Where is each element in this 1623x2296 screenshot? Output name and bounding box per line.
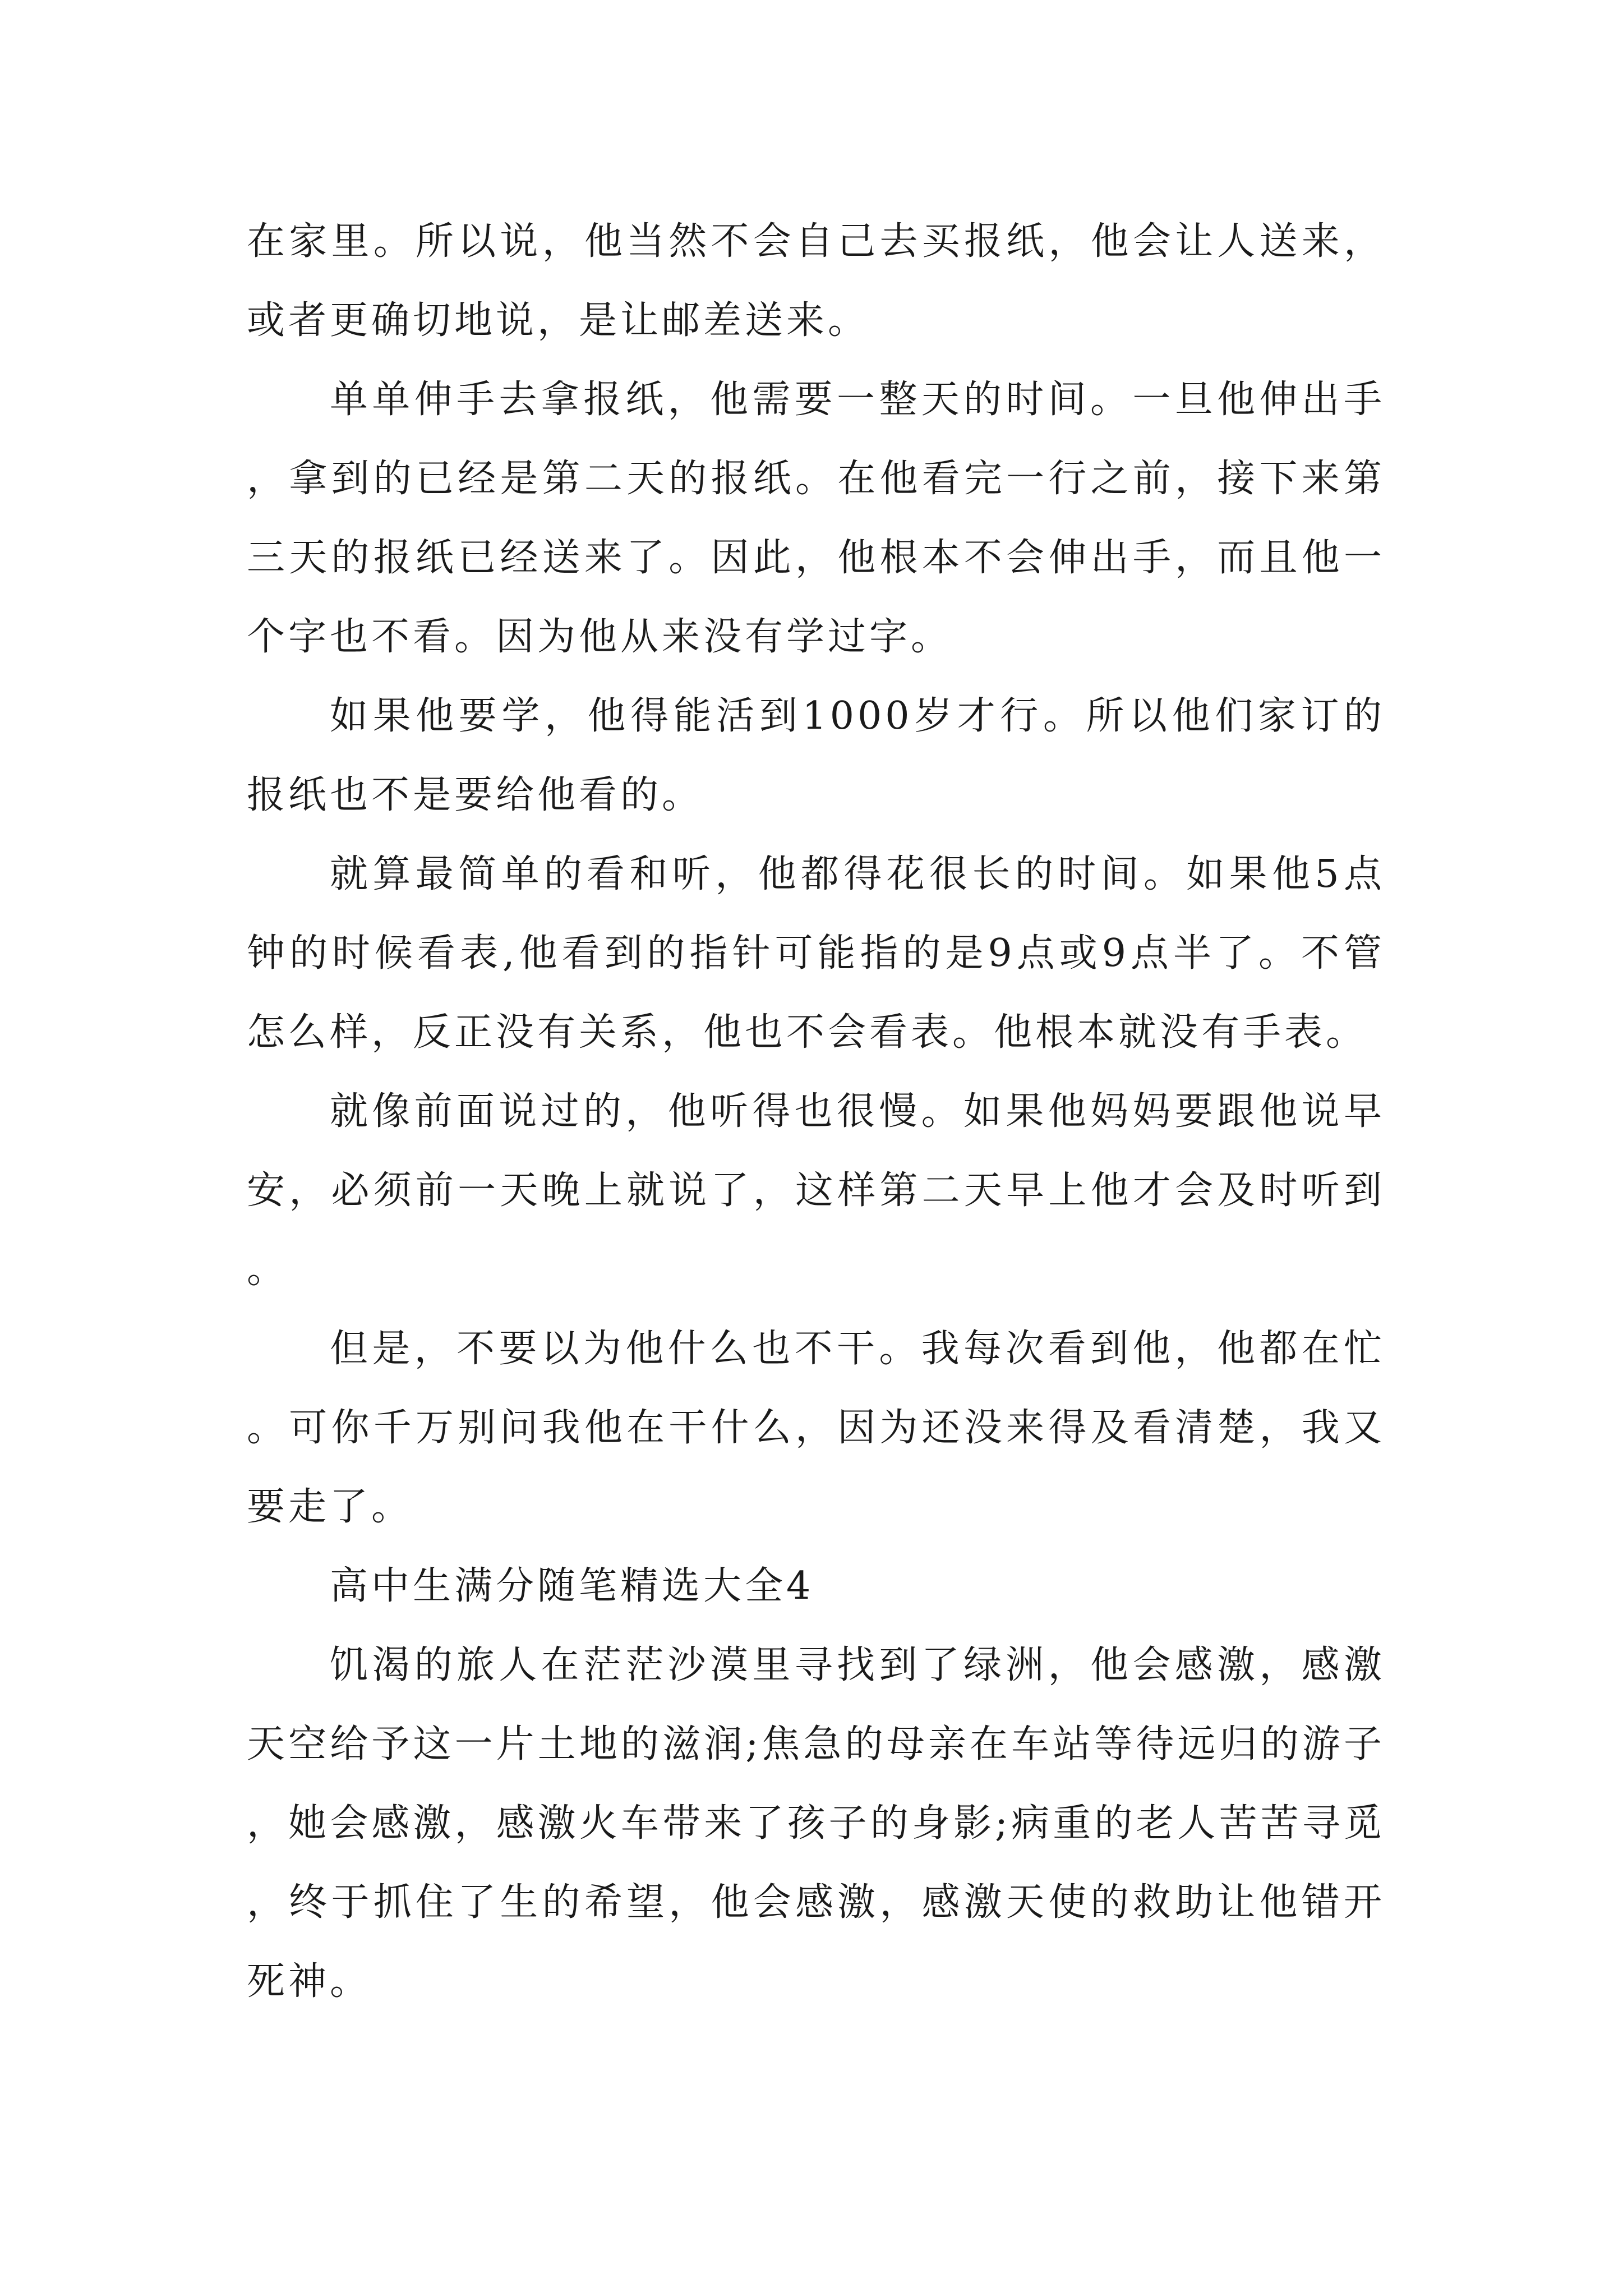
body-paragraph: 在家里。所以说，他当然不会自己去买报纸，他会让人送来，或者更确切地说，是让邮差送来。 <box>247 219 1385 343</box>
document-body <box>247 202 1385 2021</box>
section-heading: 高中生满分随笔精选大全4 <box>330 1564 814 1608</box>
body-paragraph: 就像前面说过的，他听得也很慢。如果他妈妈要跟他说早安，必须前一天晚上就说了，这样第二天早上他才会及时听到。 <box>247 1089 1385 1292</box>
body-paragraph: 就算最简单的看和听，他都得花很长的时间。如果他5点钟的时候看表,他看到的指针可能指的是9点或9点半了。不管怎么样，反正没有关系，他也不会看表。他根本就没有手表。 <box>247 852 1385 1055</box>
body-paragraph: 单单伸手去拿报纸，他需要一整天的时间。一旦他伸出手，拿到的已经是第二天的报纸。在他看完一行之前，接下来第三天的报纸已经送来了。因此，他根本不会伸出手，而且他一个字也不看。因为他从来没有学过字。 <box>247 378 1385 659</box>
body-paragraph: 但是，不要以为他什么也不干。我每次看到他，他都在忙。可你千万别问我他在干什么，因为还没来得及看清楚，我又要走了。 <box>247 1327 1385 1529</box>
body-paragraph: 如果他要学，他得能活到1000岁才行。所以他们家订的报纸也不是要给他看的。 <box>247 694 1385 817</box>
body-paragraph: 饥渴的旅人在茫茫沙漠里寻找到了绿洲，他会感激，感激天空给予这一片土地的滋润;焦急的母亲在车站等待远归的游子，她会感激，感激火车带来了孩子的身影;病重的老人苦苦寻觅，终于抓住了生的希望，他会感激，感激天使的救助让他错开死神。 <box>247 1643 1385 2004</box>
